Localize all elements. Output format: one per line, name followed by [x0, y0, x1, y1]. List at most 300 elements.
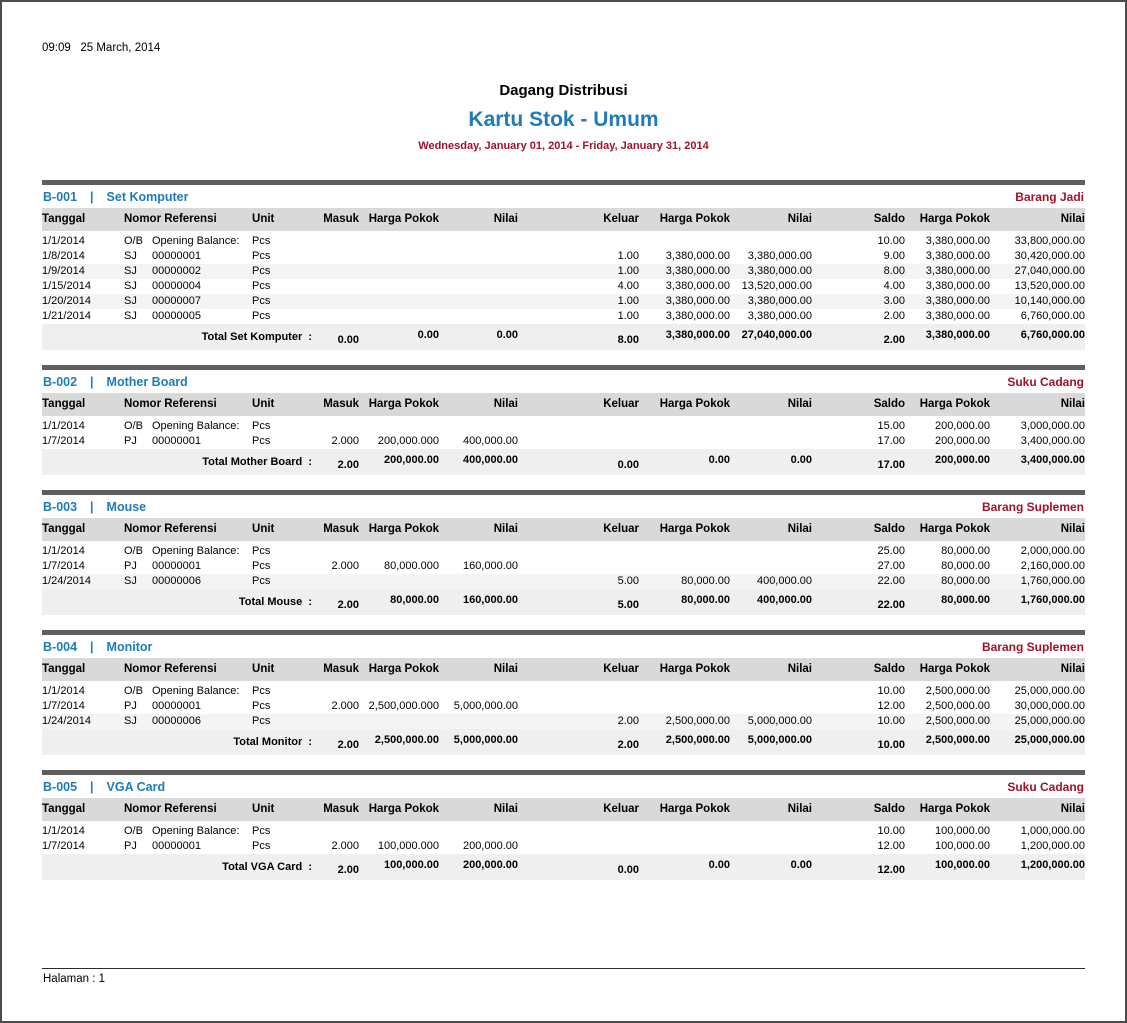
total-keluar-qty: [518, 729, 639, 755]
total-saldo-qty: [812, 854, 905, 880]
cell-saldo-harga: 100,000.00: [934, 825, 991, 837]
cell-unit: Pcs: [252, 310, 271, 322]
cell-saldo-qty: 15.00: [877, 420, 906, 432]
cell-saldo-qty: 22.00: [812, 574, 905, 589]
col-saldo-nilai: Nilai: [990, 393, 1085, 418]
cell-unit: Pcs: [252, 235, 271, 247]
total-masuk-nilai-value: 5,000,000.00: [453, 734, 519, 746]
cell-masuk-qty: 2.000: [331, 560, 360, 572]
cell-unit: Pcs: [252, 714, 312, 729]
col-keluar: Keluar: [518, 658, 639, 683]
cell-saldo-qty: 2.00: [883, 310, 906, 322]
total-saldo-nilai: [990, 729, 1085, 755]
cell-masuk-qty: 2.000: [331, 435, 360, 447]
cell-masuk-nilai: [439, 823, 518, 840]
col-unit: Unit: [252, 393, 312, 418]
cell-masuk-nilai: [439, 279, 518, 294]
cell-keluar-qty: 1.00: [518, 294, 639, 309]
cell-masuk-nilai: 400,000.00: [462, 435, 519, 447]
total-row: [42, 449, 1085, 475]
cell-tanggal: 1/1/2014: [42, 685, 85, 697]
cell-ref-type: O/B: [124, 825, 143, 837]
total-masuk-harga: [359, 854, 439, 880]
total-masuk-harga: [359, 449, 439, 475]
cell-keluar-nilai: 400,000.00: [730, 574, 812, 589]
cell-keluar-harga: 3,380,000.00: [665, 250, 731, 262]
section-title: [43, 780, 165, 794]
print-timestamp: 09:09 25 March, 2014: [42, 42, 161, 54]
column-header-row: [42, 518, 1085, 543]
section-header: [42, 372, 1085, 393]
cell-masuk-nilai: [439, 233, 518, 250]
cell-unit: Pcs: [252, 280, 271, 292]
total-keluar-qty-value: 8.00: [617, 334, 640, 346]
stock-table: [42, 393, 1085, 475]
cell-keluar-qty: [518, 434, 639, 449]
cell-saldo-qty: 12.00: [877, 840, 906, 852]
section-code: B-002: [43, 375, 78, 389]
cell-saldo-qty: 17.00: [877, 435, 906, 447]
total-keluar-harga-value: 0.00: [708, 859, 731, 871]
cell-keluar-qty: 1.00: [617, 250, 640, 262]
cell-saldo-qty: 10.00: [812, 714, 905, 729]
col-saldo-nilai: Nilai: [990, 208, 1085, 233]
col-masuk: Masuk: [312, 393, 359, 418]
stock-item-section: [42, 180, 1085, 350]
cell-saldo-nilai: 2,000,000.00: [1020, 545, 1086, 557]
cell-saldo-nilai: 25,000,000.00: [990, 714, 1085, 729]
cell-keluar-nilai: [730, 839, 812, 854]
cell-unit: Pcs: [252, 840, 271, 852]
total-masuk-harga-value: 100,000.00: [383, 859, 440, 871]
total-saldo-qty: [812, 729, 905, 755]
cell-ref-type: O/B: [124, 235, 143, 247]
total-saldo-nilai: [990, 324, 1085, 350]
table-body: [42, 823, 1085, 881]
section-header: [42, 187, 1085, 208]
col-keluar-nilai: Nilai: [730, 798, 812, 823]
cell-saldo-nilai: 1,200,000.00: [1020, 840, 1086, 852]
col-masuk: Masuk: [312, 658, 359, 683]
cell-ref-type: SJ: [124, 574, 152, 589]
col-masuk-harga-pokok: Harga Pokok: [359, 518, 439, 543]
cell-keluar-nilai: [730, 434, 812, 449]
total-masuk-qty: [312, 729, 359, 755]
total-saldo-nilai-value: 1,200,000.00: [1020, 859, 1086, 871]
col-unit: Unit: [252, 658, 312, 683]
section-separator: |: [90, 375, 94, 389]
cell-keluar-nilai: 13,520,000.00: [741, 280, 813, 292]
total-masuk-nilai: [439, 854, 518, 880]
col-keluar-harga-pokok: Harga Pokok: [639, 393, 730, 418]
section-code: B-001: [43, 190, 78, 204]
cell-ref-no: Opening Balance:: [152, 685, 240, 697]
table-row: [42, 699, 1085, 714]
total-saldo-qty-value: 22.00: [877, 599, 906, 611]
table-row: [42, 543, 1085, 560]
cell-saldo-harga: 2,500,000.00: [905, 714, 990, 729]
cell-unit: Pcs: [252, 545, 271, 557]
total-saldo-harga: [905, 729, 990, 755]
total-masuk-qty-value: 2.00: [337, 599, 360, 611]
section-header: [42, 777, 1085, 798]
stock-item-section: [42, 770, 1085, 880]
total-masuk-harga: [359, 729, 439, 755]
total-masuk-nilai: [439, 324, 518, 350]
cell-keluar-nilai: 5,000,000.00: [730, 714, 812, 729]
cell-saldo-harga: 80,000.00: [905, 574, 990, 589]
cell-keluar-harga: [639, 559, 730, 574]
cell-ref-no: Opening Balance:: [152, 825, 240, 837]
cell-saldo-nilai: 27,040,000.00: [990, 264, 1085, 279]
col-keluar-nilai: Nilai: [730, 518, 812, 543]
total-saldo-harga-value: 100,000.00: [934, 859, 991, 871]
total-masuk-nilai-value: 160,000.00: [462, 594, 519, 606]
cell-ref-type: SJ: [124, 280, 137, 292]
total-saldo-nilai-value: 3,400,000.00: [1020, 454, 1086, 466]
cell-tanggal: 1/20/2014: [42, 294, 124, 309]
cell-masuk-qty: [312, 574, 359, 589]
total-masuk-qty: [312, 589, 359, 615]
cell-saldo-nilai: 33,800,000.00: [1014, 235, 1086, 247]
total-saldo-qty-value: 17.00: [877, 459, 906, 471]
section-name: Set Komputer: [106, 190, 189, 204]
cell-ref-type: O/B: [124, 420, 143, 432]
cell-keluar-qty: [518, 683, 639, 700]
cell-masuk-qty: [312, 294, 359, 309]
cell-saldo-qty: 10.00: [877, 235, 906, 247]
total-label: Total VGA Card :: [42, 854, 312, 880]
col-unit: Unit: [252, 208, 312, 233]
cell-masuk-nilai: [439, 264, 518, 279]
total-keluar-harga-value: 3,380,000.00: [665, 329, 731, 341]
column-header-row: [42, 208, 1085, 233]
cell-masuk-nilai: 160,000.00: [462, 560, 519, 572]
total-row: [42, 854, 1085, 880]
total-keluar-qty: [518, 449, 639, 475]
section-category: Suku Cadang: [1007, 780, 1084, 794]
cell-tanggal: 1/1/2014: [42, 235, 85, 247]
cell-ref-no: 00000001: [152, 435, 201, 447]
report-footer: [42, 968, 1085, 1021]
cell-ref-no: 00000001: [152, 560, 201, 572]
col-keluar: Keluar: [518, 518, 639, 543]
col-keluar-harga-pokok: Harga Pokok: [639, 658, 730, 683]
table-row: [42, 418, 1085, 435]
section-code: B-003: [43, 500, 78, 514]
total-keluar-harga: [639, 324, 730, 350]
cell-keluar-nilai: [730, 543, 812, 560]
cell-tanggal: 1/7/2014: [42, 560, 85, 572]
col-tanggal: Tanggal: [42, 393, 124, 418]
cell-saldo-qty: 4.00: [883, 280, 906, 292]
table-row: [42, 279, 1085, 294]
col-saldo: Saldo: [812, 518, 905, 543]
stock-item-section: [42, 490, 1085, 615]
total-keluar-nilai: [730, 449, 812, 475]
cell-keluar-qty: [518, 233, 639, 250]
cell-saldo-nilai: 6,760,000.00: [1020, 310, 1086, 322]
cell-keluar-qty: [518, 559, 639, 574]
total-keluar-nilai-value: 0.00: [790, 859, 813, 871]
section-title: [43, 375, 188, 389]
cell-saldo-qty: 12.00: [877, 700, 906, 712]
report-content: [2, 2, 1125, 1021]
cell-keluar-qty: 5.00: [518, 574, 639, 589]
total-masuk-qty: [312, 324, 359, 350]
total-masuk-qty-value: 2.00: [337, 864, 360, 876]
report-title: Kartu Stok - Umum: [468, 108, 659, 131]
cell-masuk-qty: [312, 279, 359, 294]
total-saldo-nilai: [990, 589, 1085, 615]
cell-masuk-harga: [359, 279, 439, 294]
table-body: [42, 683, 1085, 756]
cell-tanggal: 1/15/2014: [42, 280, 91, 292]
cell-ref-no: 00000001: [152, 700, 201, 712]
cell-masuk-nilai: [439, 683, 518, 700]
cell-keluar-harga: 3,380,000.00: [665, 280, 731, 292]
section-bar: [42, 770, 1085, 775]
total-masuk-qty: [312, 854, 359, 880]
col-masuk-harga-pokok: Harga Pokok: [359, 208, 439, 233]
cell-saldo-nilai: 30,000,000.00: [1014, 700, 1086, 712]
cell-keluar-qty: [518, 823, 639, 840]
col-saldo-harga-pokok: Harga Pokok: [905, 658, 990, 683]
total-keluar-nilai: [730, 589, 812, 615]
col-keluar: Keluar: [518, 393, 639, 418]
cell-ref-type: O/B: [124, 545, 143, 557]
cell-tanggal: 1/7/2014: [42, 700, 85, 712]
col-masuk-nilai: Nilai: [439, 518, 518, 543]
cell-keluar-qty: [518, 839, 639, 854]
cell-tanggal: 1/24/2014: [42, 574, 124, 589]
cell-tanggal: 1/7/2014: [42, 435, 85, 447]
section-category: Barang Suplemen: [981, 500, 1084, 514]
cell-unit: Pcs: [252, 294, 312, 309]
cell-saldo-harga: 3,380,000.00: [905, 264, 990, 279]
column-header-row: [42, 798, 1085, 823]
cell-masuk-harga: [359, 309, 439, 324]
cell-saldo-qty: 10.00: [877, 825, 906, 837]
cell-ref-no: 00000006: [152, 574, 252, 589]
col-keluar-harga-pokok: Harga Pokok: [639, 208, 730, 233]
total-saldo-harga: [905, 589, 990, 615]
cell-masuk-qty: [312, 418, 359, 435]
cell-unit: Pcs: [252, 574, 312, 589]
col-saldo-nilai: Nilai: [990, 518, 1085, 543]
stock-table: [42, 798, 1085, 880]
cell-tanggal: 1/8/2014: [42, 250, 85, 262]
table-body: [42, 418, 1085, 476]
cell-masuk-nilai: [439, 309, 518, 324]
cell-tanggal: 1/7/2014: [42, 840, 85, 852]
col-saldo: Saldo: [812, 798, 905, 823]
cell-ref-no: 00000006: [152, 714, 252, 729]
cell-tanggal: 1/24/2014: [42, 714, 124, 729]
cell-unit: Pcs: [252, 685, 271, 697]
cell-masuk-harga: [359, 714, 439, 729]
total-masuk-harga-value: 2,500,000.00: [374, 734, 440, 746]
cell-ref-type: SJ: [124, 264, 152, 279]
total-masuk-harga-value: 200,000.00: [383, 454, 440, 466]
total-keluar-harga: [639, 854, 730, 880]
cell-keluar-harga: [639, 543, 730, 560]
cell-keluar-qty: [518, 699, 639, 714]
total-saldo-harga-value: 3,380,000.00: [925, 329, 991, 341]
cell-ref-no: 00000004: [152, 280, 201, 292]
cell-masuk-qty: [312, 249, 359, 264]
total-masuk-qty-value: 2.00: [337, 739, 360, 751]
total-label: Total Mother Board :: [42, 449, 312, 475]
cell-saldo-harga: 3,380,000.00: [925, 310, 991, 322]
total-saldo-harga-value: 80,000.00: [941, 594, 991, 606]
cell-saldo-nilai: 3,400,000.00: [1020, 435, 1086, 447]
cell-saldo-qty: 9.00: [883, 250, 906, 262]
col-masuk-nilai: Nilai: [439, 208, 518, 233]
total-saldo-harga: [905, 324, 990, 350]
total-saldo-qty: [812, 324, 905, 350]
cell-ref-no: 00000001: [152, 840, 201, 852]
cell-masuk-qty: [312, 683, 359, 700]
col-masuk-harga-pokok: Harga Pokok: [359, 393, 439, 418]
cell-masuk-harga: [359, 823, 439, 840]
cell-saldo-harga: 80,000.00: [941, 560, 991, 572]
cell-keluar-nilai: [730, 418, 812, 435]
cell-masuk-nilai: [439, 249, 518, 264]
page-number: Halaman : 1: [43, 973, 106, 985]
cell-keluar-harga: 2,500,000.00: [639, 714, 730, 729]
cell-unit: Pcs: [252, 250, 271, 262]
cell-ref-no: Opening Balance:: [152, 545, 240, 557]
cell-keluar-nilai: 3,380,000.00: [730, 294, 812, 309]
total-masuk-harga-value: 0.00: [417, 329, 440, 341]
col-tanggal: Tanggal: [42, 518, 124, 543]
section-separator: |: [90, 190, 94, 204]
col-nomor-referensi: Nomor Referensi: [124, 798, 252, 823]
cell-keluar-qty: [518, 418, 639, 435]
cell-saldo-nilai: 2,160,000.00: [1020, 560, 1086, 572]
total-saldo-nilai-value: 25,000,000.00: [1014, 734, 1086, 746]
total-masuk-qty: [312, 449, 359, 475]
total-masuk-nilai-value: 200,000.00: [462, 859, 519, 871]
section-category: Barang Jadi: [1015, 190, 1084, 204]
total-row: [42, 589, 1085, 615]
cell-masuk-harga: 100,000.000: [377, 840, 440, 852]
table-row: [42, 683, 1085, 700]
cell-keluar-qty: 1.00: [617, 310, 640, 322]
column-header-row: [42, 393, 1085, 418]
total-saldo-harga-value: 200,000.00: [934, 454, 991, 466]
total-saldo-nilai-value: 1,760,000.00: [1020, 594, 1086, 606]
col-masuk-harga-pokok: Harga Pokok: [359, 798, 439, 823]
cell-saldo-qty: 3.00: [812, 294, 905, 309]
cell-saldo-nilai: 3,000,000.00: [1020, 420, 1086, 432]
cell-saldo-harga: 2,500,000.00: [925, 700, 991, 712]
cell-saldo-qty: 27.00: [877, 560, 906, 572]
total-keluar-qty: [518, 324, 639, 350]
cell-masuk-qty: [312, 543, 359, 560]
cell-ref-type: SJ: [124, 250, 137, 262]
cell-masuk-harga: [359, 249, 439, 264]
cell-saldo-qty: 8.00: [812, 264, 905, 279]
col-masuk: Masuk: [312, 208, 359, 233]
cell-ref-type: SJ: [124, 714, 152, 729]
cell-saldo-harga: 200,000.00: [934, 420, 991, 432]
cell-masuk-harga: [359, 543, 439, 560]
stock-table: [42, 208, 1085, 350]
stock-item-section: [42, 630, 1085, 755]
cell-saldo-harga: 200,000.00: [934, 435, 991, 447]
cell-keluar-harga: [639, 418, 730, 435]
cell-masuk-nilai: 5,000,000.00: [453, 700, 519, 712]
section-title: [43, 190, 189, 204]
total-keluar-nilai-value: 400,000.00: [756, 594, 813, 606]
stock-table: [42, 518, 1085, 615]
total-saldo-qty-value: 10.00: [877, 739, 906, 751]
cell-ref-no: 00000001: [152, 250, 201, 262]
cell-tanggal: 1/1/2014: [42, 825, 85, 837]
col-keluar-nilai: Nilai: [730, 393, 812, 418]
cell-keluar-harga: 3,380,000.00: [665, 310, 731, 322]
cell-masuk-qty: [312, 264, 359, 279]
cell-saldo-nilai: 10,140,000.00: [990, 294, 1085, 309]
cell-saldo-harga: 3,380,000.00: [925, 280, 991, 292]
section-category: Barang Suplemen: [981, 640, 1084, 654]
cell-keluar-harga: [639, 683, 730, 700]
section-name: Monitor: [106, 640, 153, 654]
col-tanggal: Tanggal: [42, 798, 124, 823]
col-saldo: Saldo: [812, 658, 905, 683]
section-bar: [42, 180, 1085, 185]
col-saldo-harga-pokok: Harga Pokok: [905, 393, 990, 418]
cell-unit: Pcs: [252, 264, 312, 279]
cell-masuk-harga: 2,500,000.000: [368, 700, 440, 712]
cell-saldo-qty: 10.00: [877, 685, 906, 697]
table-row: [42, 839, 1085, 854]
cell-keluar-nilai: [730, 559, 812, 574]
col-saldo-nilai: Nilai: [990, 798, 1085, 823]
cell-keluar-harga: 3,380,000.00: [639, 264, 730, 279]
section-code: B-004: [43, 640, 78, 654]
col-masuk: Masuk: [312, 798, 359, 823]
table-body: [42, 543, 1085, 616]
section-category: Suku Cadang: [1007, 375, 1084, 389]
cell-masuk-harga: 200,000.000: [377, 435, 440, 447]
col-saldo: Saldo: [812, 208, 905, 233]
table-row: [42, 434, 1085, 449]
cell-ref-type: O/B: [124, 685, 143, 697]
col-keluar: Keluar: [518, 208, 639, 233]
cell-masuk-nilai: [439, 574, 518, 589]
col-saldo: Saldo: [812, 393, 905, 418]
cell-saldo-nilai: 30,420,000.00: [1014, 250, 1086, 262]
cell-keluar-nilai: 3,380,000.00: [747, 250, 813, 262]
total-saldo-harga: [905, 449, 990, 475]
cell-ref-no: 00000005: [152, 310, 201, 322]
cell-saldo-nilai: 25,000,000.00: [1014, 685, 1086, 697]
table-row: [42, 574, 1085, 589]
stock-item-section: [42, 365, 1085, 475]
cell-ref-no: Opening Balance:: [152, 420, 240, 432]
col-saldo-harga-pokok: Harga Pokok: [905, 518, 990, 543]
total-keluar-nilai: [730, 854, 812, 880]
section-header: [42, 497, 1085, 518]
col-unit: Unit: [252, 798, 312, 823]
total-masuk-nilai: [439, 589, 518, 615]
section-title: [43, 640, 152, 654]
section-code: B-005: [43, 780, 78, 794]
table-row: [42, 309, 1085, 324]
